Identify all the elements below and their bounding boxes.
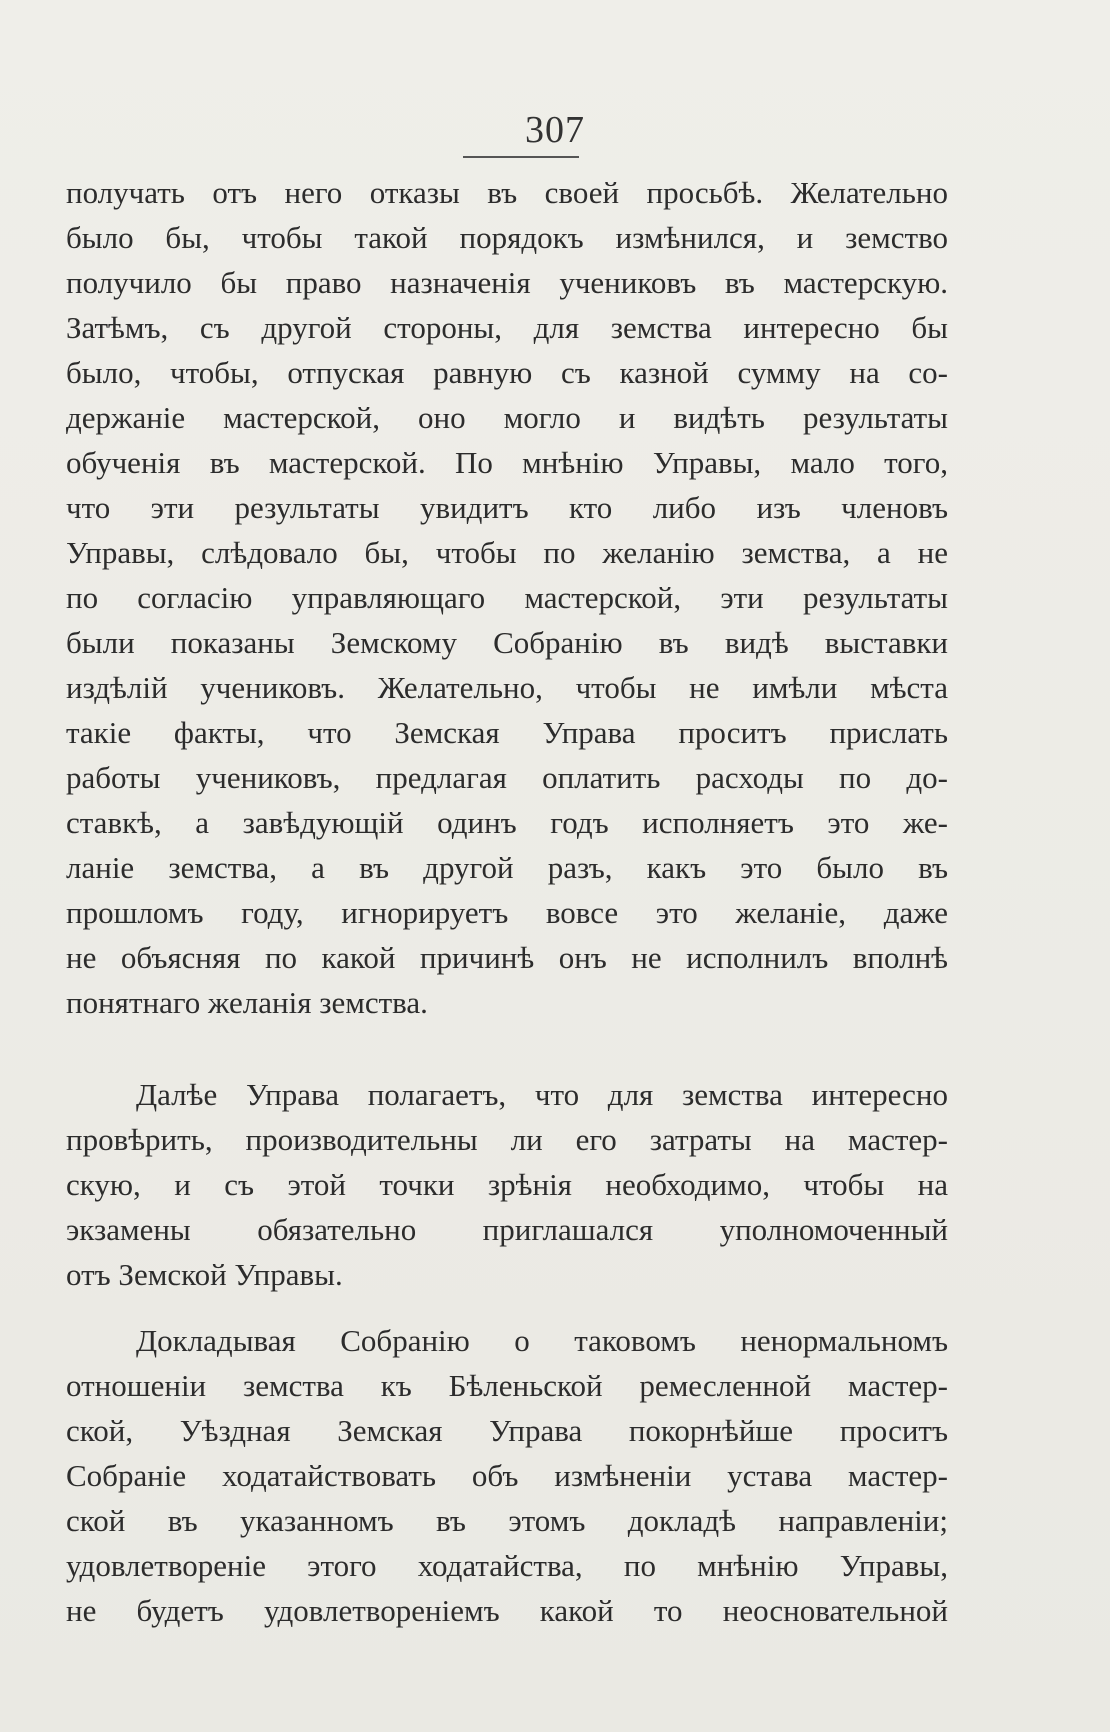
text-line: понятнаго желанія земства. bbox=[66, 985, 428, 1020]
text-line: работы учениковъ, предлагая оплатить расходы по до- bbox=[66, 760, 948, 795]
text-line: такіе факты, что Земская Управа проситъ прислать bbox=[66, 715, 948, 750]
paragraph-3 bbox=[66, 1318, 948, 1633]
text-line: было, чтобы, отпуская равную съ казной сумму на со- bbox=[66, 355, 948, 390]
text-line: не объясняя по какой причинѣ онъ не исполнилъ вполнѣ bbox=[66, 940, 948, 975]
text-line: было бы, чтобы такой порядокъ измѣнился, и земство bbox=[66, 220, 948, 255]
paragraph-2 bbox=[66, 1072, 948, 1297]
text-line: Управы, слѣдовало бы, чтобы по желанію земства, а не bbox=[66, 535, 948, 570]
text-line: получило бы право назначенія учениковъ въ мастерскую. bbox=[66, 265, 948, 300]
text-line: Докладывая Собранію о таковомъ ненормальномъ bbox=[136, 1323, 948, 1358]
text-line: скую, и съ этой точки зрѣнія необходимо, чтобы на bbox=[66, 1167, 948, 1202]
text-line: отъ Земской Управы. bbox=[66, 1257, 343, 1292]
text-line: были показаны Земскому Собранію въ видѣ выставки bbox=[66, 625, 948, 660]
text-line: обученія въ мастерской. По мнѣнію Управы, мало того, bbox=[66, 445, 948, 480]
text-line: по согласію управляющаго мастерской, эти результаты bbox=[66, 580, 948, 615]
page-number: 307 bbox=[525, 109, 585, 151]
text-line: удовлетвореніе этого ходатайства, по мнѣнію Управы, bbox=[66, 1548, 948, 1583]
text-line: Затѣмъ, съ другой стороны, для земства интересно бы bbox=[66, 310, 948, 345]
text-line: что эти результаты увидитъ кто либо изъ членовъ bbox=[66, 490, 948, 525]
page-number-rule bbox=[463, 156, 579, 158]
text-line: ланіе земства, а въ другой разъ, какъ это было въ bbox=[66, 850, 948, 885]
text-line: не будетъ удовлетвореніемъ какой то неосновательной bbox=[66, 1593, 948, 1628]
text-line: отношеніи земства къ Бѣленьской ремесленной мастер- bbox=[66, 1368, 948, 1403]
text-line: ставкѣ, а завѣдующій одинъ годъ исполняетъ это же- bbox=[66, 805, 948, 840]
text-line: экзамены обязательно приглашался уполномоченный bbox=[66, 1212, 948, 1247]
text-line: получать отъ него отказы въ своей просьбѣ. Желательно bbox=[66, 175, 948, 210]
text-line: держаніе мастерской, оно могло и видѣть результаты bbox=[66, 400, 948, 435]
paragraph-1 bbox=[66, 170, 948, 1025]
text-line: ской, Уѣздная Земская Управа покорнѣйше проситъ bbox=[66, 1413, 948, 1448]
text-line: провѣрить, производительны ли его затраты на мастер- bbox=[66, 1122, 948, 1157]
text-line: издѣлій учениковъ. Желательно, чтобы не имѣли мѣста bbox=[66, 670, 948, 705]
text-line: Далѣе Управа полагаетъ, что для земства интересно bbox=[136, 1077, 948, 1112]
text-line: ской въ указанномъ въ этомъ докладѣ направленіи; bbox=[66, 1503, 948, 1538]
text-line: прошломъ году, игнорируетъ вовсе это желаніе, даже bbox=[66, 895, 948, 930]
text-line: Собраніе ходатайствовать объ измѣненіи устава мастер- bbox=[66, 1458, 948, 1493]
